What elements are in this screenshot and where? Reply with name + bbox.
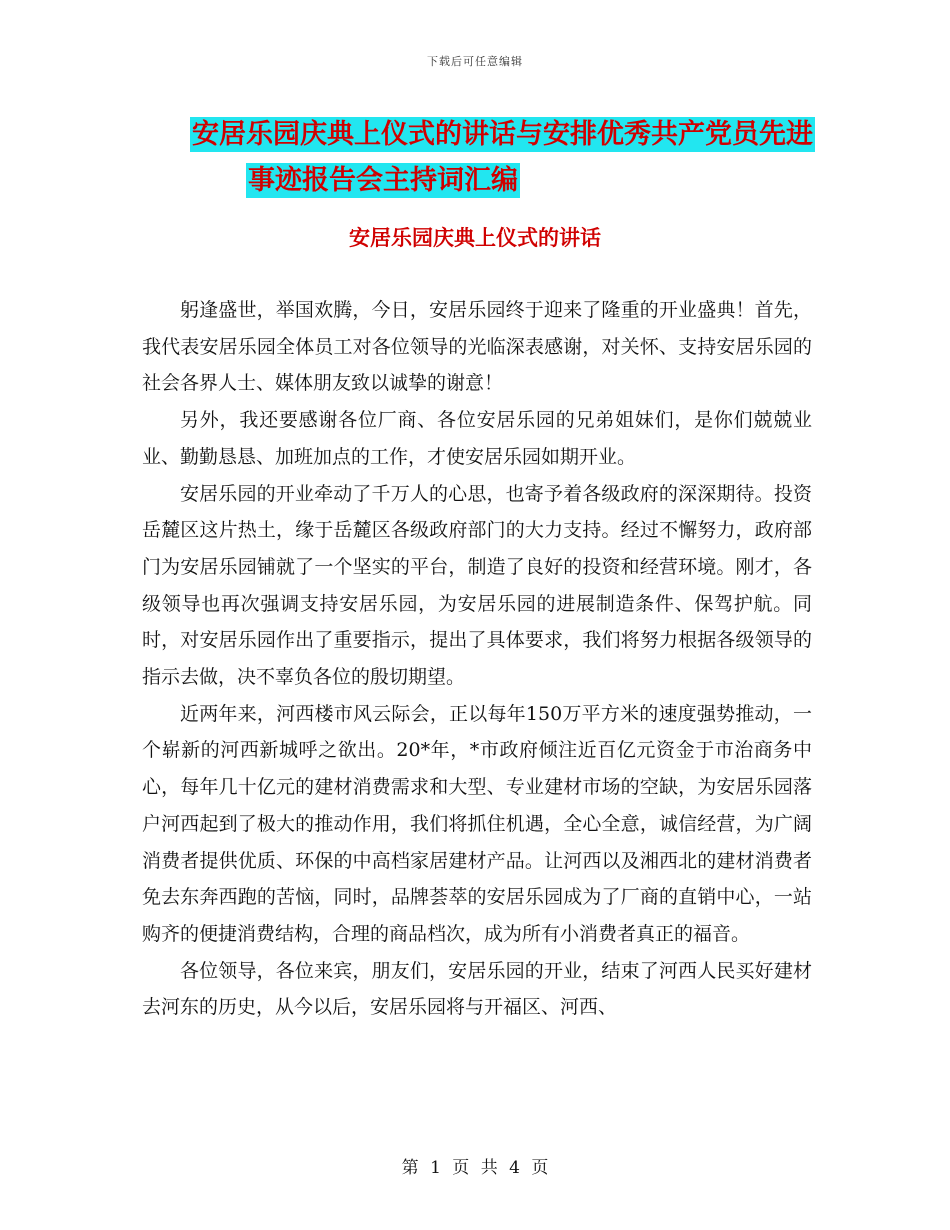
document-title-line-1 (190, 112, 813, 158)
page-header-note: 下载后可任意编辑 (427, 55, 523, 68)
body-paragraph: 躬逢盛世，举国欢腾，今日，安居乐园终于迎来了隆重的开业盛典！首先，我代表安居乐园全体员工对各位领导的光临深表感谢，对关怀、支持安居乐园的社会各界人士、媒体朋友致以诚挚的谢意！ (142, 299, 812, 395)
body-paragraph: 各位领导，各位来宾，朋友们，安居乐园的开业，结束了河西人民买好建材去河东的历史，从今以后，安居乐园将与开福区、河西、 (142, 959, 812, 1019)
body-paragraph: 另外，我还要感谢各位厂商、各位安居乐园的兄弟姐妹们，是你们兢兢业业、勤勤恳恳、加班加点的工作，才使安居乐园如期开业。 (142, 409, 812, 468)
document-title-line-2 (190, 158, 810, 204)
document-title-text-1: 安居乐园庆典上仪式的讲话与安排优秀共产党员先进 (192, 119, 813, 150)
document-title (190, 112, 813, 204)
page-number-footer: 第 1 页 共 4 页 (401, 1158, 549, 1178)
section-title: 安居乐园庆典上仪式的讲话 (349, 226, 601, 250)
body-paragraph: 安居乐园的开业牵动了千万人的心思，也寄予着各级政府的深深期待。投资岳麓区这片热土，缘于岳麓区各级政府部门的大力支持。经过不懈努力，政府部门为安居乐园铺就了一个坚实的平台，制造了良好的投资和经营环境。刚才，各级领导也再次强调支持安居乐园，为安居乐园的进展制造条件、保驾护航。同时，对安居乐园作出了重要指示，提出了具体要求，我们将努力根据各级领导的指示去做，决不辜负各位的殷切期望。 (142, 482, 812, 689)
body-paragraph: 近两年来，河西楼市风云际会，正以每年150万平方米的速度强势推动，一个崭新的河西新城呼之欲出。20*年，*市政府倾注近百亿元资金于市治商务中心，每年几十亿元的建材消费需求和大型、专业建材市场的空缺，为安居乐园落户河西起到了极大的推动作用，我们将抓住机遇，全心全意，诚信经营，为广阔消费者提供优质、环保的中高档家居建材产品。让河西以及湘西北的建材消费者免去东奔西跑的苦恼，同时，品牌荟萃的安居乐园成为了厂商的直销中心，一站购齐的便捷消费结构，合理的商品档次，成为所有小消费者真正的福音。 (142, 702, 812, 945)
document-title-text-2: 事迹报告会主持词汇编 (248, 165, 518, 196)
document-body (142, 292, 812, 1026)
